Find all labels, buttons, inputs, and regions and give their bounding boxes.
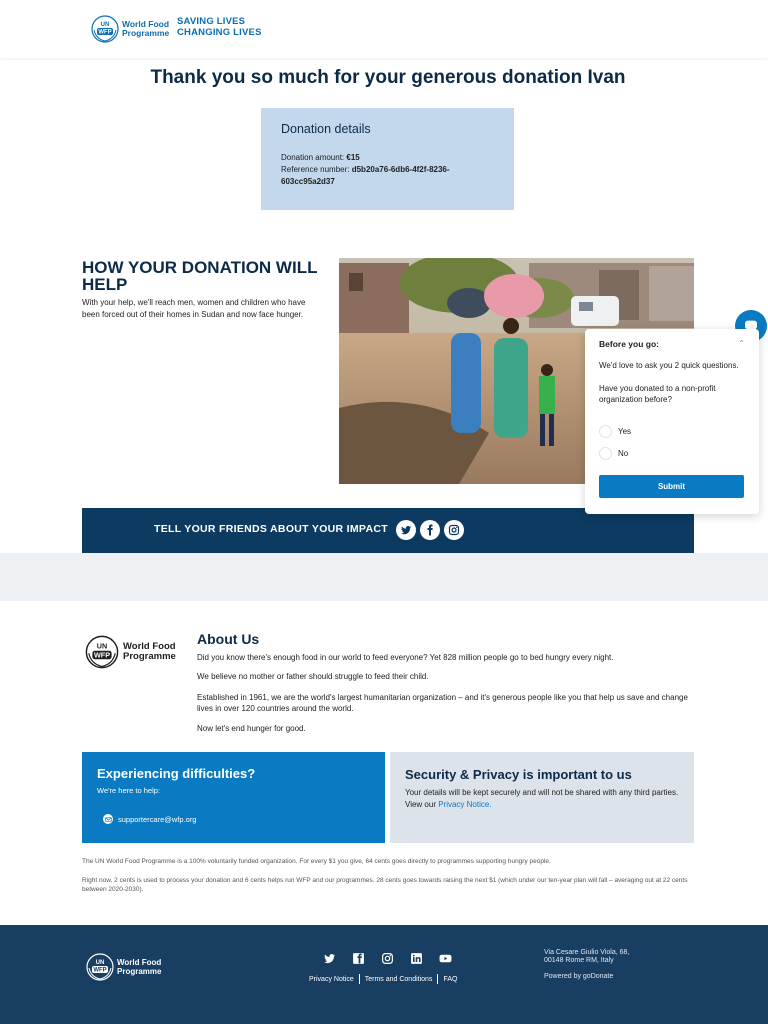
instagram-icon[interactable] — [444, 520, 464, 540]
how-donation-helps-title: HOW YOUR DONATION WILL HELP — [82, 258, 318, 294]
footer-logo-line-2: Programme — [117, 967, 162, 976]
donation-amount-row — [281, 152, 494, 164]
section-divider-band — [0, 553, 768, 601]
logo-line-1: World Food — [122, 19, 170, 29]
about-paragraph-3: Established in 1961, we are the world's largest humanitarian organization – and it's generous people like you that help us save and change lives in over 120 countries around the world. — [197, 693, 688, 713]
twitter-icon[interactable] — [322, 951, 336, 965]
reference-number-label: Reference number: — [281, 165, 350, 174]
security-title: Security & Privacy is important to us — [405, 767, 632, 782]
share-icons — [396, 520, 464, 540]
exit-survey-popup — [585, 329, 759, 514]
difficulties-title: Experiencing difficulties? — [97, 766, 256, 781]
about-paragraph-1: Did you know there's enough food in our world to feed everyone? Yet 828 million people go to bed hungry every night. — [197, 653, 614, 662]
reference-number-row — [281, 164, 494, 188]
difficulties-help-text: We're here to help: — [97, 786, 160, 795]
un-emblem-icon — [85, 952, 115, 982]
site-header — [0, 0, 768, 58]
address-line-2: 00148 Rome RM, Italy — [544, 957, 614, 964]
difficulties-panel — [82, 752, 385, 843]
powered-by-text[interactable]: Powered by goDonate — [544, 973, 614, 980]
tagline-line-1: SAVING LIVES — [177, 16, 246, 27]
linkedin-icon[interactable] — [409, 951, 423, 965]
survey-title: Before you go: — [599, 339, 659, 349]
instagram-icon[interactable] — [380, 951, 394, 965]
share-impact-label: TELL YOUR FRIENDS ABOUT YOUR IMPACT — [154, 523, 388, 535]
funding-fineprint-2: Right now, 2 cents is used to process your donation and 6 cents helps run WFP and our programmes. 28 cents goes towards raising the next $1 (which under our ten-year plan will fall – averaging out at 22 cents between 2020-2030). — [82, 877, 688, 893]
tagline — [177, 16, 262, 38]
about-paragraph-2: We believe no mother or father should struggle to feed their child. — [197, 672, 429, 681]
twitter-icon[interactable] — [396, 520, 416, 540]
footer-social-icons — [322, 951, 452, 965]
survey-intro: We'd love to ask you 2 quick questions. — [599, 361, 739, 370]
about-logo-text — [123, 642, 176, 662]
security-text — [405, 787, 679, 811]
about-us-title: About Us — [197, 631, 260, 647]
about-logo-line-2: Programme — [123, 651, 176, 662]
support-email-link[interactable] — [103, 814, 196, 824]
option-no-label: No — [618, 449, 629, 458]
svg-text:WFP: WFP — [93, 967, 107, 974]
wfp-logo[interactable] — [90, 14, 169, 44]
how-donation-helps-text: With your help, we'll reach men, women and children who have been forced out of their homes in Sudan and now face hunger. — [82, 298, 306, 319]
thank-you-heading: Thank you so much for your generous donation Ivan — [150, 67, 626, 88]
security-privacy-panel — [390, 752, 694, 843]
footer-link-divider — [359, 974, 360, 984]
svg-text:WFP: WFP — [94, 650, 110, 660]
footer-links — [309, 974, 457, 984]
share-impact-bar — [82, 508, 694, 553]
facebook-icon[interactable] — [420, 520, 440, 540]
privacy-notice-link[interactable]: Privacy Notice. — [438, 800, 492, 809]
radio-yes[interactable] — [599, 425, 612, 438]
mail-icon — [103, 814, 113, 824]
terms-conditions-link[interactable]: Terms and Conditions — [364, 975, 433, 983]
tagline-line-2: CHANGING LIVES — [177, 27, 262, 38]
donation-details-title: Donation details — [281, 122, 371, 136]
footer-wfp-logo[interactable] — [85, 952, 161, 982]
faq-link[interactable]: FAQ — [443, 975, 458, 983]
svg-text:WFP: WFP — [98, 29, 112, 36]
logo-line-2: Programme — [122, 28, 170, 38]
chevron-up-icon[interactable]: ⌃ — [738, 339, 745, 348]
reference-number-value: d5b20a76-6db6-4f2f-8236-603cc95a2d37 — [281, 165, 450, 186]
about-logo-line-1: World Food — [123, 641, 176, 652]
about-wfp-logo — [84, 634, 176, 670]
radio-no[interactable] — [599, 447, 612, 460]
survey-question: Have you donated to a non-profit organization before? — [599, 384, 716, 404]
privacy-notice-footer-link[interactable]: Privacy Notice — [309, 975, 354, 983]
address-line-1: Via Cesare Giulio Viola, 68, — [544, 949, 630, 956]
un-emblem-icon — [90, 14, 120, 44]
footer-address — [544, 949, 629, 965]
donation-amount-value: €15 — [346, 153, 360, 162]
un-emblem-icon — [84, 634, 120, 670]
funding-fineprint-1: The UN World Food Programme is a 100% voluntarily funded organization. For every $1 you give, 64 cents goes directly to programmes supporting hungry people. — [82, 858, 551, 865]
footer-link-divider — [437, 974, 438, 984]
survey-submit-button[interactable]: Submit — [599, 475, 744, 498]
youtube-icon[interactable] — [438, 951, 452, 965]
about-paragraph-4: Now let's end hunger for good. — [197, 724, 306, 733]
svg-text:UN: UN — [95, 960, 105, 966]
donation-amount-label: Donation amount: — [281, 153, 345, 162]
footer-logo-text — [117, 958, 161, 976]
logo-text — [122, 20, 169, 38]
security-text-body: Your details will be kept securely and will not be shared with any third parties. View our — [405, 788, 679, 809]
footer-logo-line-1: World Food — [117, 958, 162, 967]
facebook-icon[interactable] — [351, 951, 365, 965]
site-footer — [0, 925, 768, 1024]
survey-option-yes[interactable] — [599, 425, 631, 438]
support-email-text: supportercare@wfp.org — [118, 814, 197, 824]
survey-option-no[interactable] — [599, 447, 628, 460]
option-yes-label: Yes — [618, 427, 632, 436]
svg-text:UN: UN — [100, 22, 110, 28]
donation-details-box — [261, 108, 514, 210]
svg-text:UN: UN — [96, 641, 108, 651]
